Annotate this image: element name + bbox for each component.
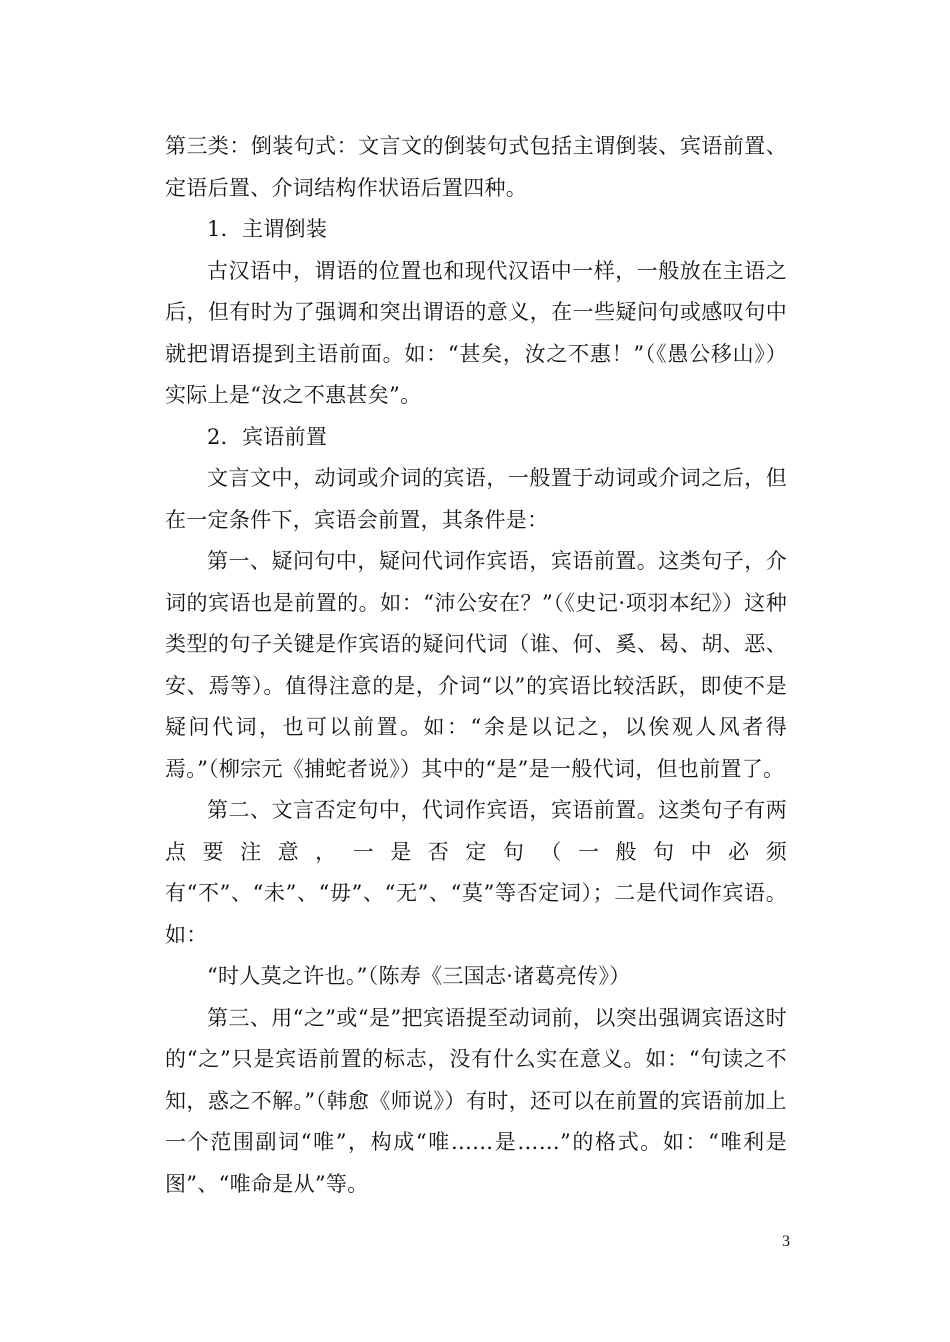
subheading-object-preposing: 2．宾语前置	[207, 424, 328, 449]
body-text	[165, 126, 787, 1205]
paragraph-example-quote: “时人莫之许也。”（陈寿《三国志·诸葛亮传》）	[207, 964, 631, 988]
paragraph-subject-predicate-explanation: 古汉语中，谓语的位置也和现代汉语中一样，一般放在主语之后，但有时为了强调和突出谓语的意义，在一些疑问句或感叹句中就把谓语提到主语前面。如：“甚矣，汝之不惠！”（《愚公移山》）实际上是“汝之不惠甚矣”。	[165, 258, 787, 407]
subheading-subject-predicate-inversion: 1．主谓倒装	[207, 217, 328, 241]
paragraph-object-preposing-intro: 文言文中，动词或介词的宾语，一般置于动词或介词之后，但在一定条件下，宾语会前置，其条件是：	[165, 466, 787, 532]
paragraph-second-condition: 第二、文言否定句中，代词作宾语，宾语前置。这类句子有两点要注意，一是否定句（一般句中必须有“不”、“未”、“毋”、“无”、“莫”等否定词）；二是代词作宾语。如：	[165, 798, 787, 947]
paragraph-third-condition: 第三、用“之”或“是”把宾语提至动词前，以突出强调宾语这时的“之”只是宾语前置的标志，没有什么实在意义。如：“句读之不知，惑之不解。”（韩愈《师说》）有时，还可以在前置的宾语前加上一个范围副词“唯”，构成“唯……是……”的格式。如：“唯利是图”、“唯命是从”等。	[165, 1005, 787, 1196]
page-number: 3	[782, 1233, 790, 1250]
paragraph-first-condition: 第一、疑问句中，疑问代词作宾语，宾语前置。这类句子，介词的宾语也是前置的。如：“沛公安在？”（《史记·项羽本纪》）这种类型的句子关键是作宾语的疑问代词（谁、何、奚、曷、胡、恶、安、焉等）。值得注意的是，介词“以”的宾语比较活跃，即使不是疑问代词，也可以前置。如：“余是以记之，以俟观人风者得焉。”（柳宗元《捕蛇者说》）其中的“是”是一般代词，但也前置了。	[165, 549, 787, 781]
paragraph-category-heading: 第三类：倒装句式：文言文的倒装句式包括主谓倒装、宾语前置、定语后置、介词结构作状语后置四种。	[165, 134, 787, 200]
